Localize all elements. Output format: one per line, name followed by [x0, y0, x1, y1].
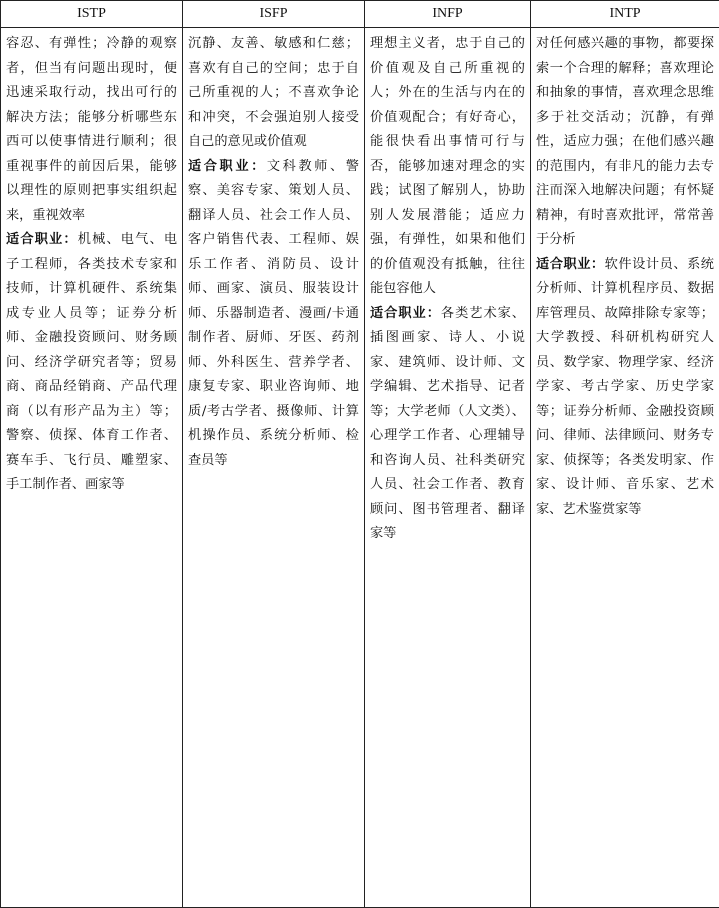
- career-list: 机械、电气、电子工程师，各类技术专家和技师，计算机硬件、系统集成专业人员等；证券分析师、金融投资顾问、财务顾问、经济学研究者等；贸易商、商品经销商、产品代理商（以有形产品为主）等；警察、侦探、体育工作者、赛车手、飞行员、雕塑家、手工制作者、画家等: [6, 232, 178, 492]
- cell-infp: [365, 28, 531, 908]
- career-label: 适合职业：: [188, 158, 267, 174]
- career-label: 适合职业：: [6, 232, 78, 247]
- career-section: [536, 253, 714, 523]
- cell-istp: [1, 28, 183, 908]
- personality-description: 对任何感兴趣的事物，都要探索一个合理的解释；喜欢理论和抽象的事情，喜欢理念思维多于社交活动；沉静，有弹性，适应力强；在他们感兴趣的范围内，有非凡的能力去专注而深入地解决问题；有怀疑精神，有时喜欢批评，常常善于分析: [536, 36, 714, 247]
- career-label: 适合职业：: [370, 305, 441, 321]
- column-header-isfp: ISFP: [183, 1, 365, 28]
- career-list: 文科教师、警察、美容专家、策划人员、翻译人员、社会工作人员、客户销售代表、工程师、娱乐工作者、消防员、设计师、画家、演员、服装设计师、乐器制造者、漫画/卡通制作者、厨师、牙医、药剂师、外科医生、营养学者、康复专家、职业咨询师、地质/考古学者、摄像师、计算机操作员、系统分析师、检查员等: [188, 158, 359, 468]
- career-list: 软件设计员、系统分析师、计算机程序员、数据库管理员、故障排除专家等；大学教授、科研机构研究人员、数学家、物理学家、经济学家、考古学家、历史学家等；证券分析师、金融投资顾问、律师、法律顾问、财务专家、侦探等；各类发明家、作家、设计师、音乐家、艺术家、艺术鉴赏家等: [536, 256, 714, 517]
- column-header-istp: ISTP: [1, 1, 183, 28]
- career-list: 各类艺术家、插图画家、诗人、小说家、建筑师、设计师、文学编辑、艺术指导、记者等；大学老师（人文类）、心理学工作者、心理辅导和咨询人员、社科类研究人员、社会工作者、教育顾问、图书管理者、翻译家等: [370, 305, 525, 541]
- content-row: [1, 28, 719, 908]
- personality-description: 容忍、有弹性；冷静的观察者，但当有问题出现时，便迅速采取行动，找出可行的解决方法；能够分析哪些东西可以使事情进行顺利；很重视事件的前因后果，能够以理性的原则把事实组织起来，重视效率: [6, 36, 177, 223]
- cell-isfp: [183, 28, 365, 908]
- career-label: 适合职业：: [536, 256, 605, 272]
- header-row: [1, 1, 719, 28]
- career-section: [6, 228, 177, 498]
- personality-description: 沉静、友善、敏感和仁慈；喜欢有自己的空间；忠于自己所重视的人；不喜欢争论和冲突，不会强迫别人接受自己的意见或价值观: [188, 36, 359, 149]
- cell-intp: [531, 28, 719, 908]
- career-section: [370, 302, 525, 547]
- personality-description: 理想主义者，忠于自己的价值观及自己所重视的人；外在的生活与内在的价值观配合；有好奇心，能很快看出事情可行与否，能够加速对理念的实践；试图了解别人，协助别人发展潜能；适应力强，有弹性，如果和他们的价值观没有抵触，往往能包容他人: [370, 36, 525, 296]
- column-header-intp: INTP: [531, 1, 719, 28]
- career-section: [188, 155, 359, 474]
- column-header-infp: INFP: [365, 1, 531, 28]
